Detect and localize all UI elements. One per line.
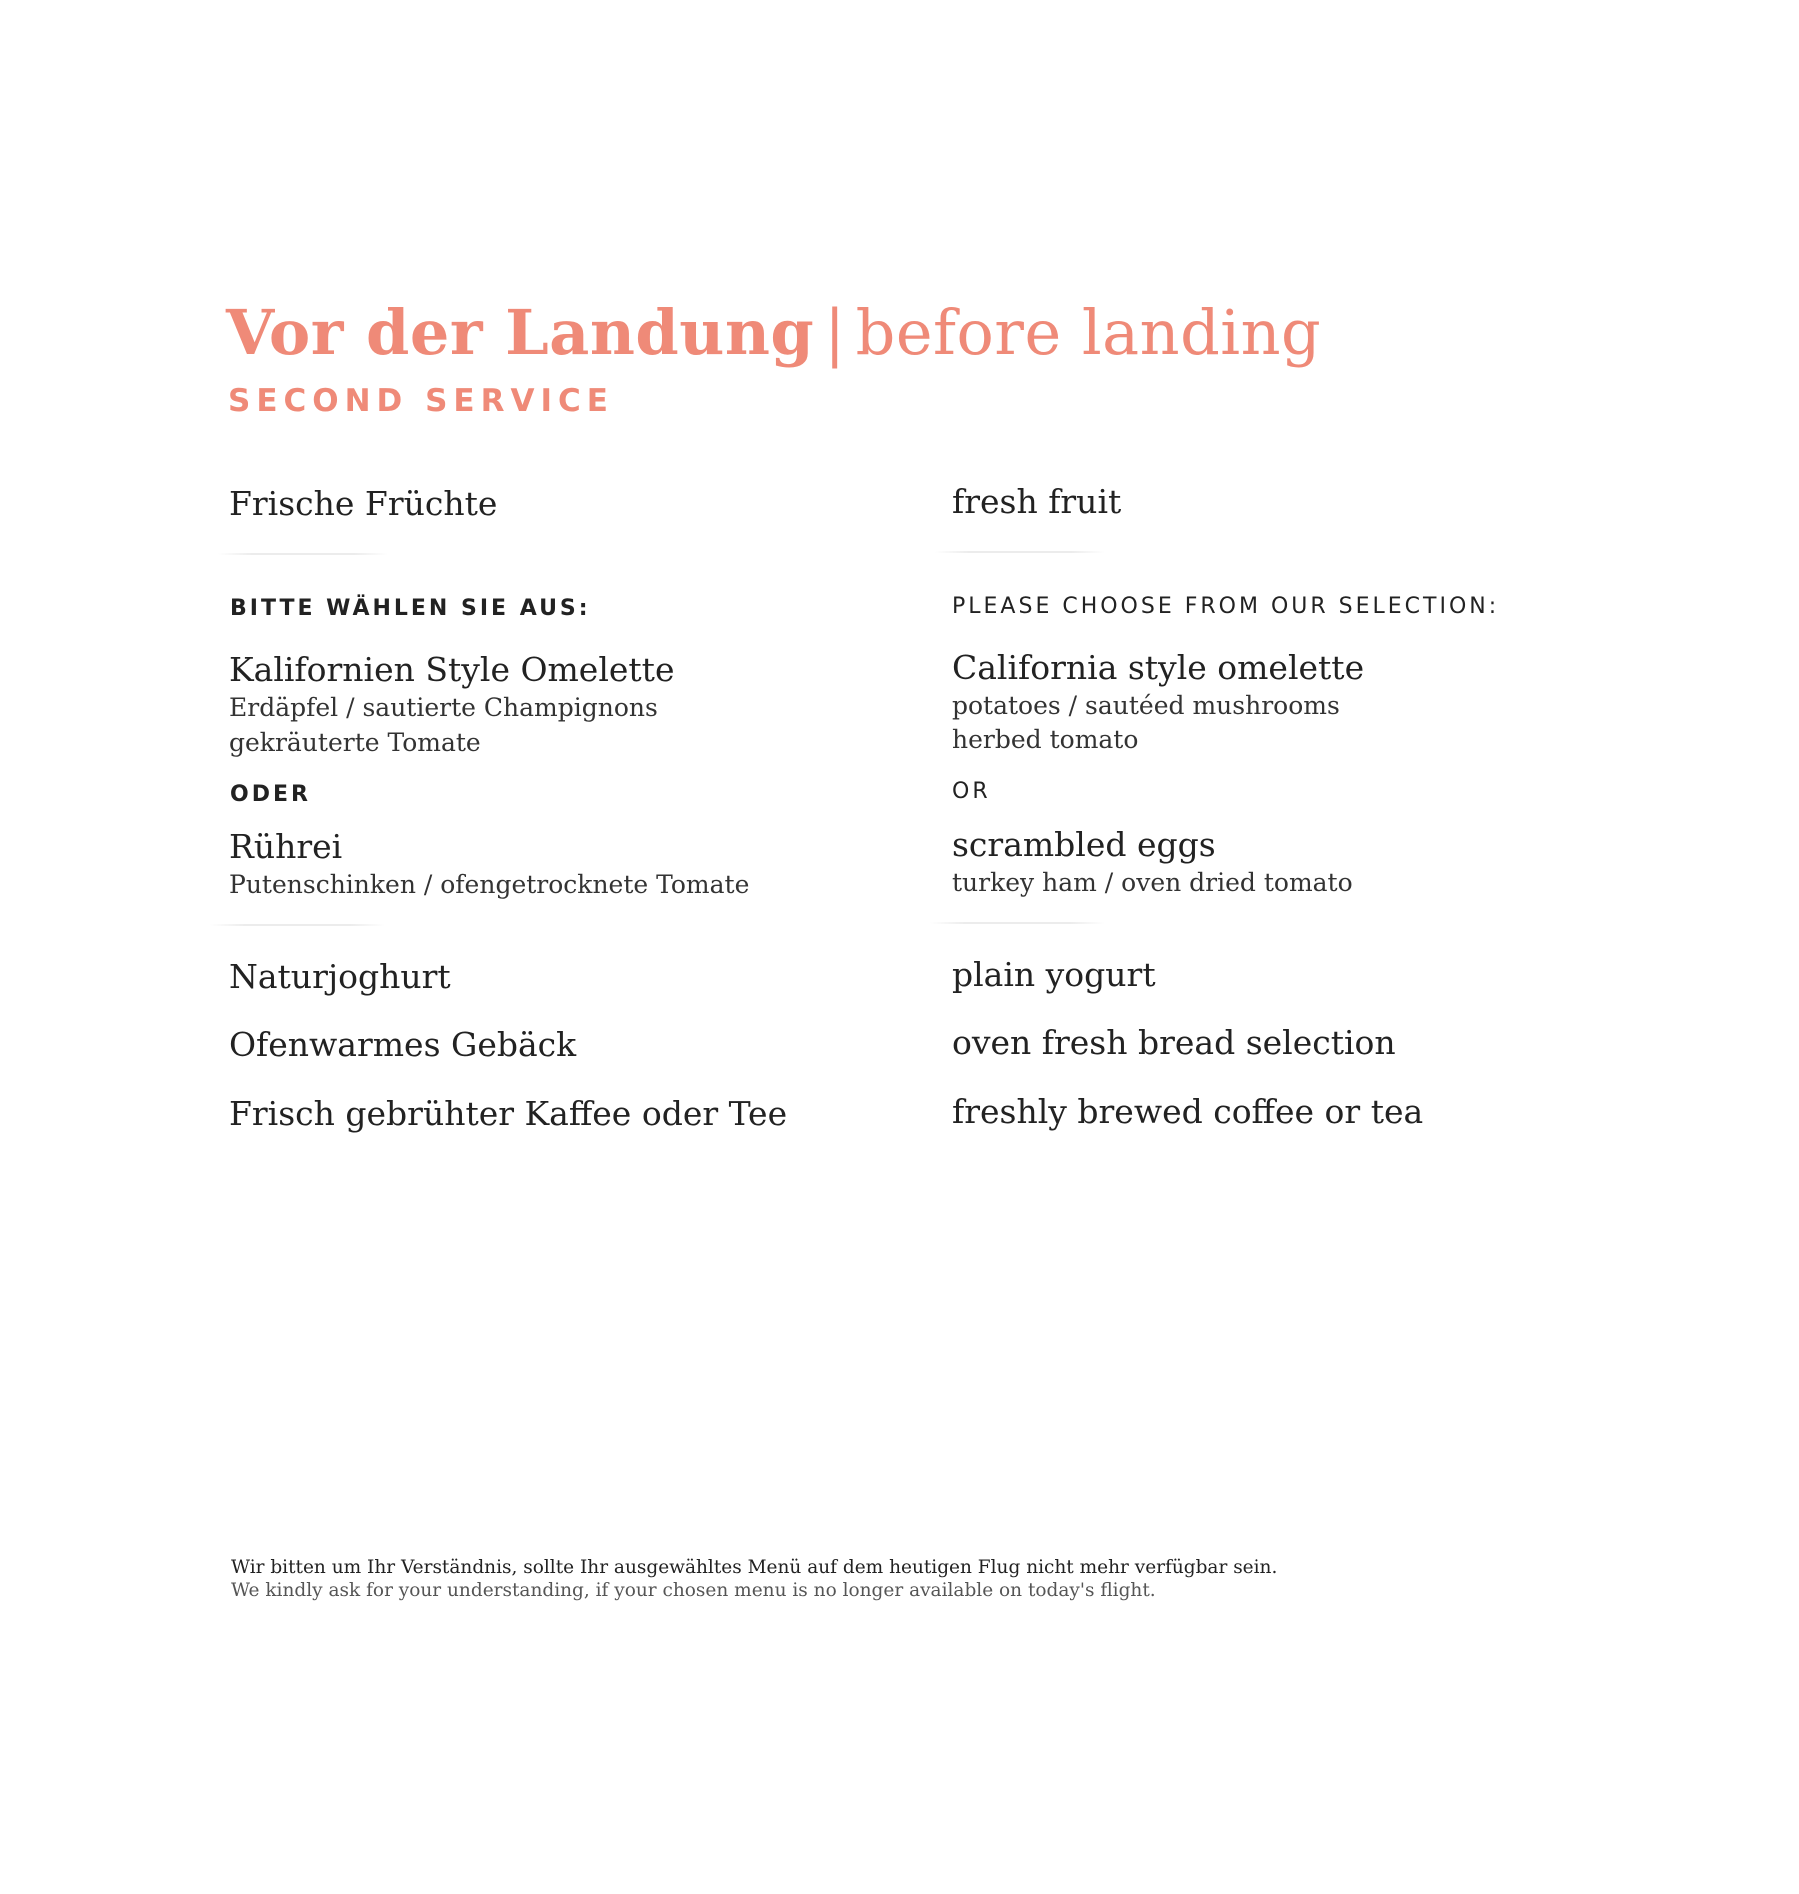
german-option1-title: Kalifornien Style Omelette (229, 650, 675, 689)
english-yogurt: plain yogurt (952, 955, 1156, 994)
english-option1-line1: potatoes / sautéed mushrooms (952, 691, 1340, 720)
german-or-label: ODER (230, 782, 311, 807)
title-german: Vor der Landung (226, 296, 815, 369)
page-subtitle: SECOND SERVICE (228, 383, 614, 419)
divider-german-2 (210, 924, 385, 926)
german-option2-line1: Putenschinken / ofengetrocknete Tomate (229, 870, 750, 899)
german-yogurt: Naturjoghurt (229, 957, 451, 996)
page-title (226, 296, 1321, 369)
german-option1-line2: gekräuterte Tomate (229, 728, 481, 757)
english-choose-label: PLEASE CHOOSE FROM OUR SELECTION: (952, 594, 1500, 619)
footer-note-german: Wir bitten um Ihr Verständnis, sollte Ihr ausgewähltes Menü auf dem heutigen Flug nicht mehr verfügbar sein. (231, 1557, 1278, 1578)
english-option2-line1: turkey ham / oven dried tomato (952, 868, 1353, 897)
english-option2-title: scrambled eggs (952, 825, 1216, 864)
divider-english-1 (935, 551, 1105, 553)
german-choose-label: BITTE WÄHLEN SIE AUS: (230, 596, 591, 621)
german-option2-title: Rührei (229, 827, 343, 866)
english-bread: oven fresh bread selection (952, 1023, 1396, 1062)
divider-german-1 (218, 553, 388, 555)
footer-note-english: We kindly ask for your understanding, if your chosen menu is no longer available on today's flight. (231, 1580, 1156, 1601)
title-separator: | (824, 296, 846, 369)
german-fruit: Frische Früchte (229, 484, 498, 523)
english-fruit: fresh fruit (952, 482, 1122, 521)
german-bread: Ofenwarmes Gebäck (229, 1025, 577, 1064)
divider-english-2 (930, 922, 1105, 924)
english-option1-line2: herbed tomato (952, 725, 1139, 754)
english-or-label: OR (952, 779, 991, 804)
german-coffee: Frisch gebrühter Kaffee oder Tee (229, 1094, 788, 1133)
english-option1-title: California style omelette (952, 648, 1365, 687)
english-coffee: freshly brewed coffee or tea (952, 1092, 1424, 1131)
german-option1-line1: Erdäpfel / sautierte Champignons (229, 693, 658, 722)
title-english: before landing (855, 296, 1322, 369)
